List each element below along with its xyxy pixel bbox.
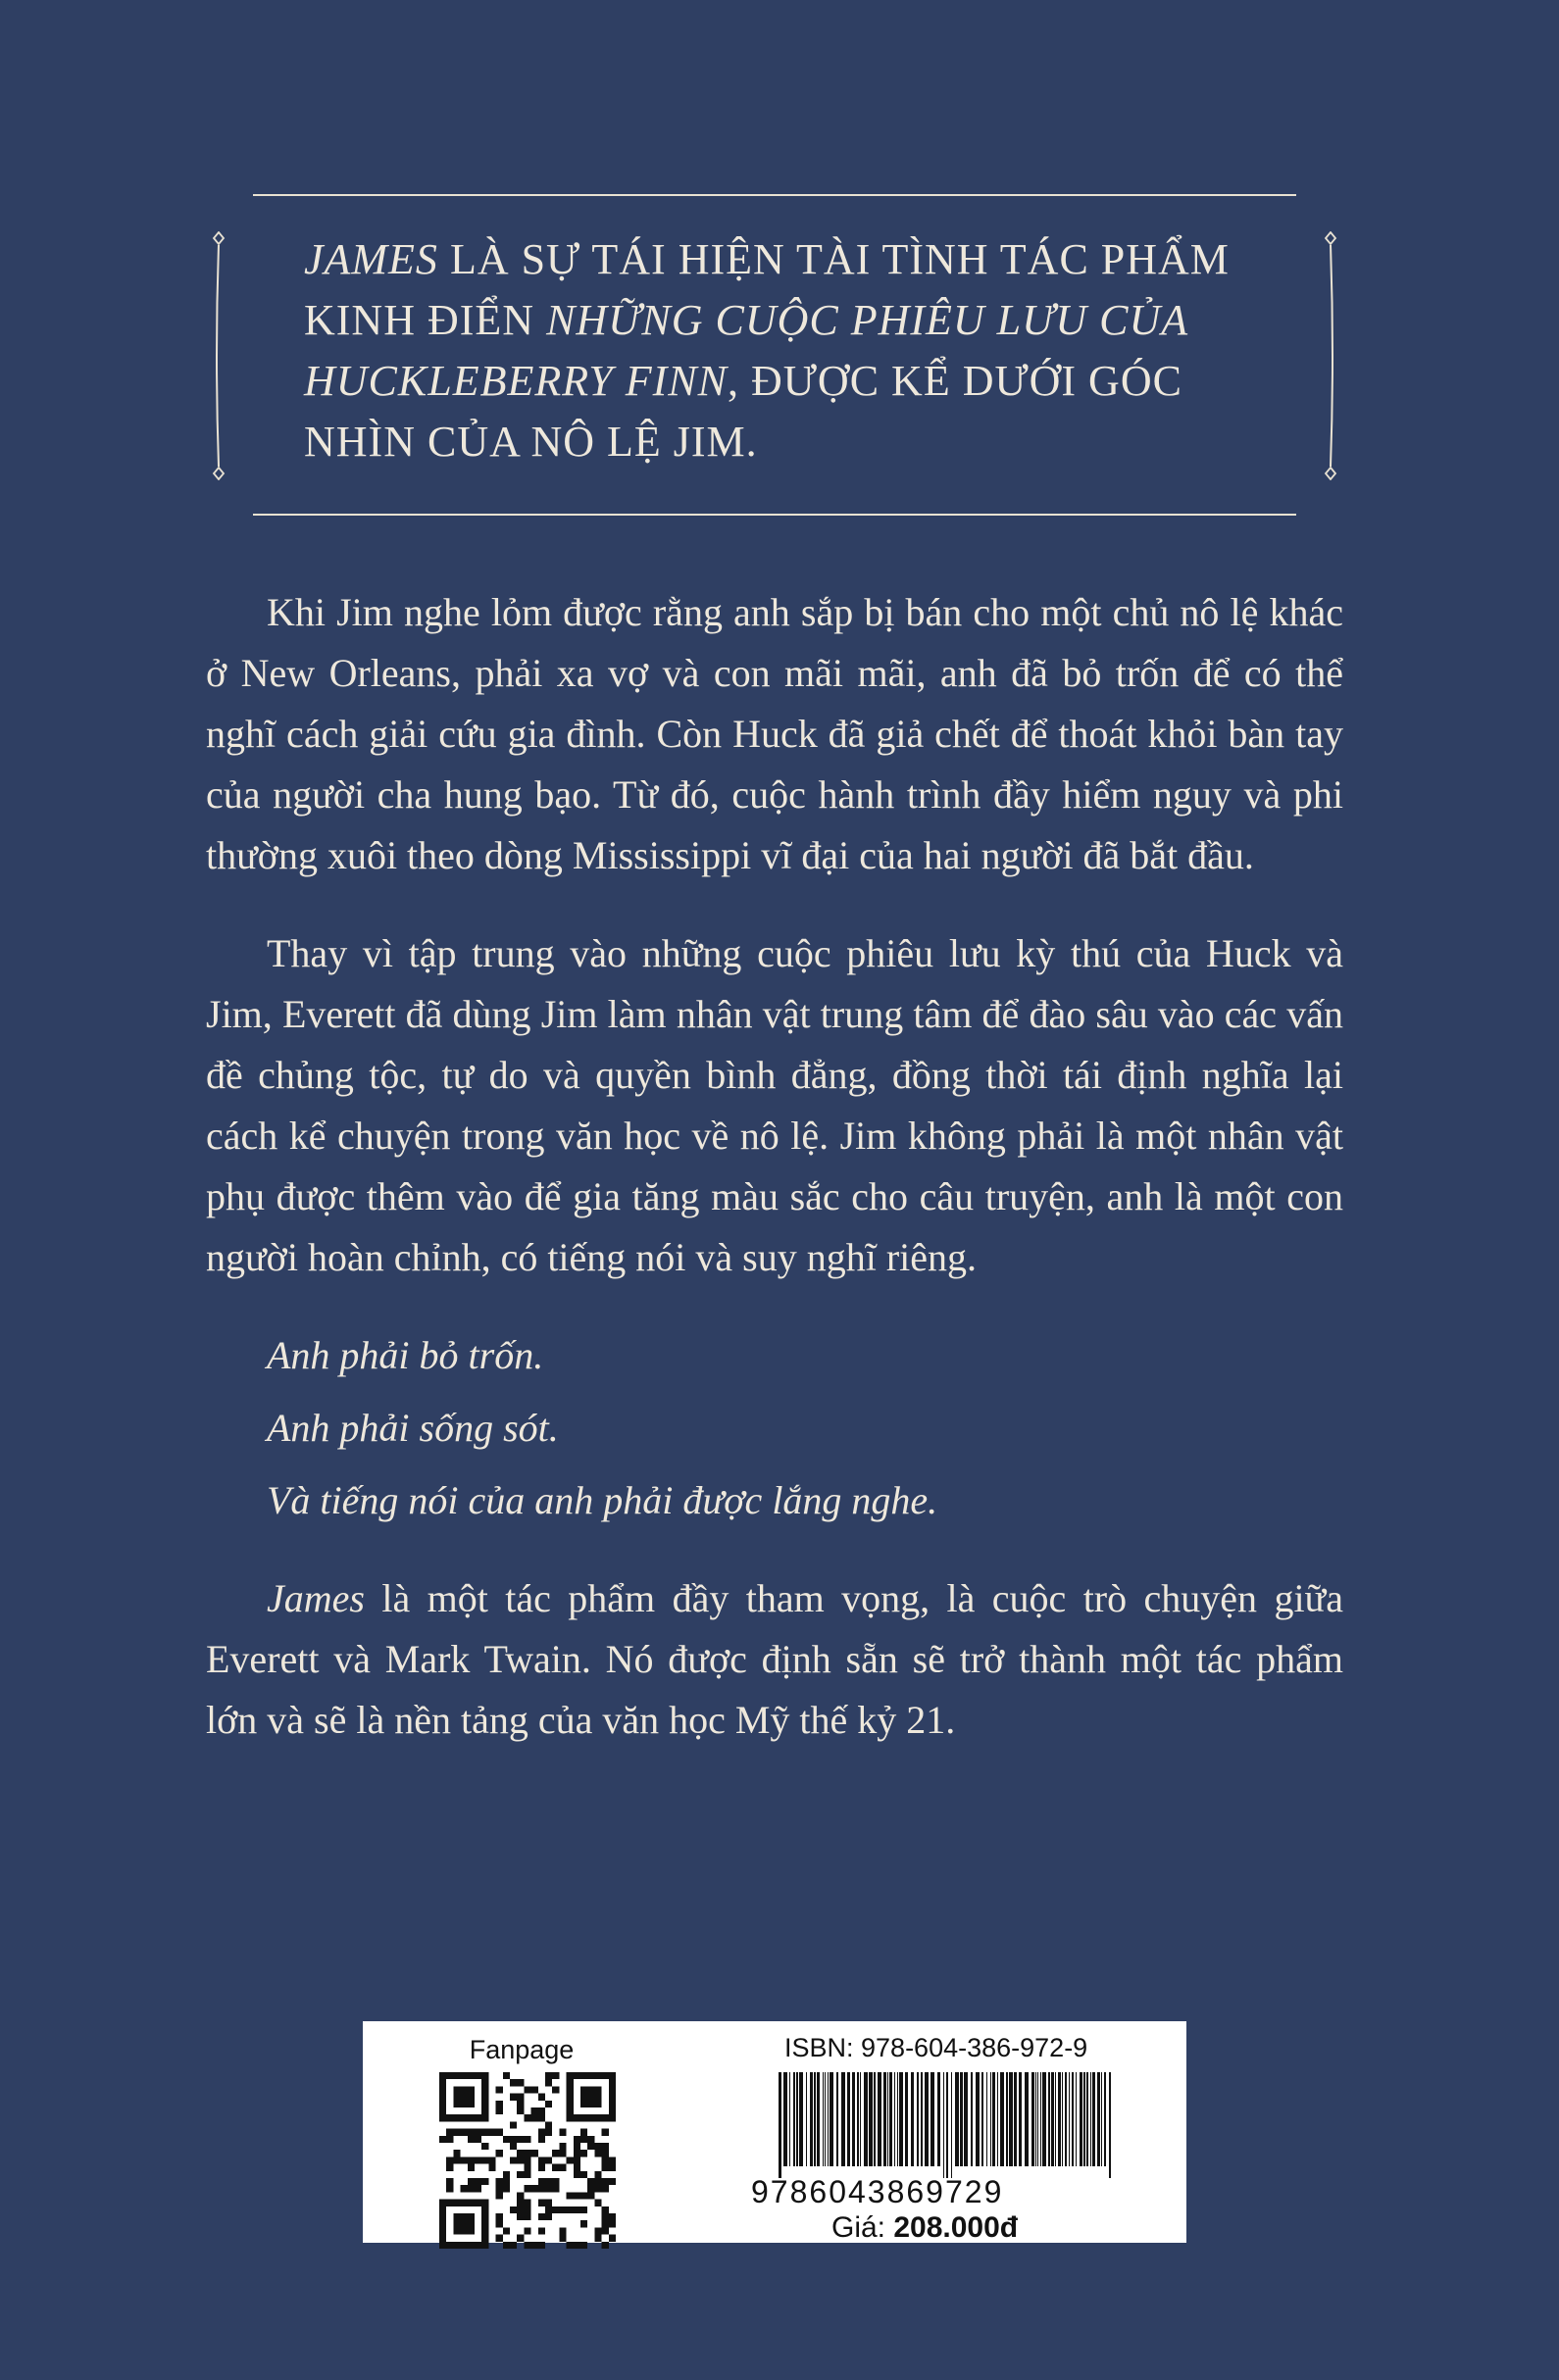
quote-title-james: JAMES (304, 235, 438, 283)
closing-text: là một tác phẩm đầy tham vọng, là cuộc trò chuyện giữa Everett và Mark Twain. Nó được định sẵn sẽ trở thành một tác phẩm lớn và sẽ là nền tảng của văn học Mỹ thế kỷ 21. (206, 1576, 1343, 1742)
italic-line-1: Anh phải bỏ trốn. (267, 1333, 544, 1377)
quote-text-end: , ĐƯỢC KỂ DƯỚI GÓC NHÌN CỦA NÔ LỆ JIM. (304, 357, 1182, 466)
italic-line-3: Và tiếng nói của anh phải được lắng nghe. (267, 1478, 938, 1522)
barcode-digits: 9786043869729 (751, 2174, 1004, 2209)
italic-line-2: Anh phải sống sót. (267, 1406, 559, 1450)
fanpage-label: Fanpage (469, 2035, 575, 2064)
left-ornament-icon (212, 231, 226, 480)
quote-top-rule (253, 194, 1296, 196)
quote-text-part: LÀ SỰ TÁI HIỆN TÀI TÌNH TÁC PHẨM KINH ĐIỂN (304, 235, 1230, 344)
synopsis-paragraph-1: Khi Jim nghe lỏm được rằng anh sắp bị bán cho một chủ nô lệ khác ở New Orleans, phải xa vợ và con mãi mãi, anh đã bỏ trốn để có thể nghĩ cách giải cứu gia đình. Còn Huck đã giả chết để thoát khỏi bàn tay của người cha hung bạo. Từ đó, cuộc hành trình đầy hiểm nguy và phi thường xuôi theo dòng Mississippi vĩ đại của hai người đã bắt đầu. (206, 590, 1343, 877)
qr-code-icon[interactable] (439, 2072, 616, 2249)
price-label: Giá: (831, 2211, 894, 2244)
quote-bottom-rule (253, 514, 1296, 516)
synopsis (206, 582, 1343, 1788)
price (831, 2211, 1018, 2245)
closing-title-james: James (267, 1576, 365, 1620)
quote-box (253, 194, 1296, 516)
isbn-label: ISBN: 978-604-386-972-9 (784, 2033, 1088, 2062)
price-value: 208.000đ (893, 2211, 1019, 2244)
barcode-panel (363, 2021, 1186, 2243)
pull-quote (304, 229, 1275, 472)
closing-paragraph (206, 1568, 1343, 1751)
barcode-icon (775, 2072, 1118, 2178)
synopsis-paragraph-2: Thay vì tập trung vào những cuộc phiêu lưu kỳ thú của Huck và Jim, Everett đã dùng Jim làm nhân vật trung tâm để đào sâu vào các vấn đề chủng tộc, tự do và quyền bình đẳng, đồng thời tái định nghĩa lại cách kể chuyện trong văn học về nô lệ. Jim không phải là một nhân vật phụ được thêm vào để gia tăng màu sắc cho câu truyện, anh là một con người hoàn chỉnh, có tiếng nói và suy nghĩ riêng. (206, 931, 1343, 1279)
quote-title-huckleberry: NHỮNG CUỘC PHIÊU LƯU CỦA HUCKLEBERRY FINN (304, 296, 1188, 405)
right-ornament-icon (1324, 231, 1337, 480)
